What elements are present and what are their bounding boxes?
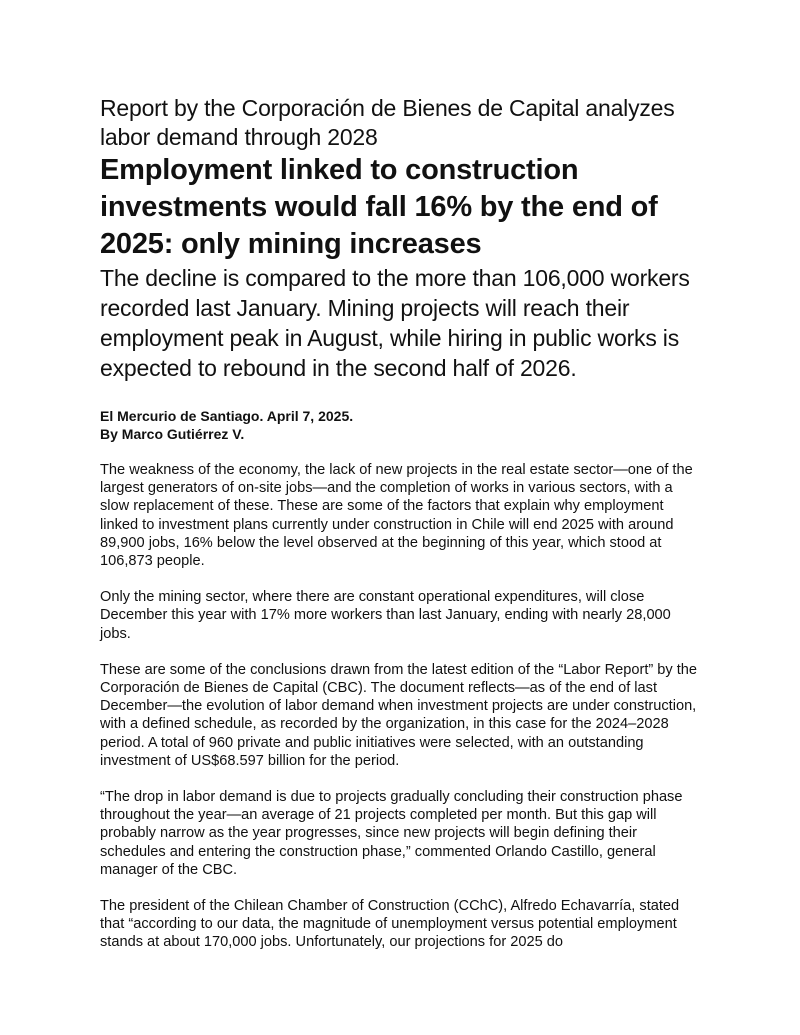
body-paragraph-5: The president of the Chilean Chamber of Construction (CChC), Alfredo Echavarría, stated that “according to our data, the magnitude of unemployment versus potential employment stands at about 170,000 jobs. Unfortunately, our projections for 2025 do <box>100 898 680 951</box>
article <box>100 94 700 952</box>
body-paragraph-2: Only the mining sector, where there are constant operational expenditures, will close December this year with 17% more workers than last January, ending with nearly 28,000 jobs. <box>100 589 671 642</box>
body-paragraph-3: These are some of the conclusions drawn from the latest edition of the “Labor Report” by the Corporación de Bienes de Capital (CBC). The document reflects—as of the end of last December—the evolution of labor demand when investment projects are under construction, with a defined schedule, as recorded by the organization, in this case for the 2024–2028 period. A total of 960 private and public initiatives were selected, with an outstanding investment of US$68.597 billion for the period. <box>100 661 698 769</box>
article-headline: Employment linked to construction investments would fall 16% by the end of 2025: only mining increases <box>100 154 658 260</box>
article-dek: The decline is compared to the more than 106,000 workers recorded last January. Mining projects will reach their employment peak in August, while hiring in public works is expected to rebound in the second half of 2026. <box>100 265 690 381</box>
body-paragraph-4: “The drop in labor demand is due to projects gradually concluding their construction phase throughout the year—an average of 21 projects completed per month. But this gap will probably narrow as the year progresses, since new projects will begin defining their schedules and entering the construction phase,” commented Orlando Castillo, general manager of the CBC. <box>100 789 683 878</box>
author-line: By Marco Gutiérrez V. <box>100 426 245 442</box>
source-line: El Mercurio de Santiago. April 7, 2025. <box>100 408 354 424</box>
body-paragraph-1: The weakness of the economy, the lack of new projects in the real estate sector—one of the largest generators of on-site jobs—and the completion of works in various sectors, with a slow replacement of these. These are some of the factors that explain why employment linked to investment plans currently under construction in Chile will end 2025 with around 89,900 jobs, 16% below the level observed at the beginning of this year, which stood at 106,873 people. <box>100 462 693 570</box>
article-kicker: Report by the Corporación de Bienes de Capital analyzes labor demand through 2028 <box>100 95 675 150</box>
byline <box>100 407 700 443</box>
